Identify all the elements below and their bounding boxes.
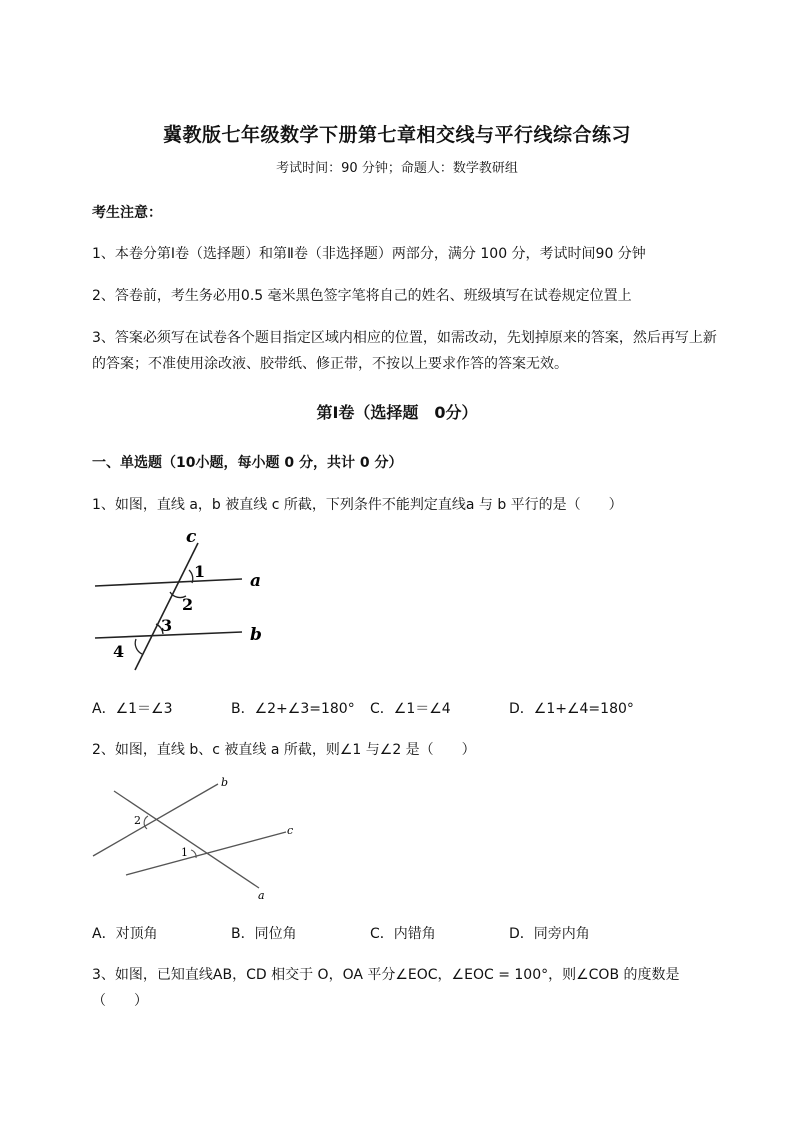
question-1-option-a: A．∠1＝∠3	[92, 701, 173, 717]
angle-4-arc	[135, 639, 142, 654]
label-a: a	[250, 571, 262, 591]
line-c	[126, 832, 286, 875]
question-1-option-b: B．∠2+∠3=180°	[231, 701, 355, 717]
page-title: 冀教版七年级数学下册第七章相交线与平行线综合练习	[162, 124, 631, 146]
notice-item-3: 3、答案必须写在试卷各个题目指定区域内相应的位置，如需改动，先划掉原来的答案，然后再写上新	[92, 330, 717, 346]
label-angle-4: 4	[113, 642, 125, 661]
notice-item-1: 1、本卷分第Ⅰ卷（选择题）和第Ⅱ卷（非选择题）两部分，满分 100 分，考试时间90 分钟	[92, 246, 646, 262]
line-a	[95, 579, 242, 586]
label-angle-1: 1	[181, 846, 188, 859]
question-1-option-d: D．∠1+∠4=180°	[509, 701, 634, 717]
notice-item-2: 2、答卷前，考生务必用0.5 毫米黑色签字笔将自己的姓名、班级填写在试卷规定位置上	[92, 288, 632, 304]
label-b: b	[221, 776, 229, 789]
section-heading: 一、单选题（10小题，每小题 0 分，共计 0 分）	[92, 455, 403, 471]
question-1-figure	[90, 528, 280, 678]
label-angle-1: 1	[194, 562, 206, 581]
question-1-option-c: C．∠1＝∠4	[370, 701, 451, 717]
label-c: c	[287, 824, 294, 837]
notice-item-3-cont: 的答案；不准使用涂改液、胶带纸、修正带，不按以上要求作答的答案无效。	[92, 356, 568, 372]
question-2-option-a: A．对顶角	[92, 926, 158, 942]
question-2-option-d: D．同旁内角	[509, 926, 590, 942]
label-angle-3: 3	[161, 616, 173, 635]
question-2-figure	[90, 772, 310, 902]
question-2-stem: 2、如图，直线 b、c 被直线 a 所截，则∠1 与∠2 是（ ）	[92, 742, 476, 758]
angle-2-arc	[144, 816, 148, 829]
exam-info: 考试时间：90 分钟；命题人：数学教研组	[276, 161, 518, 176]
label-angle-2: 2	[182, 595, 194, 614]
notice-heading: 考生注意：	[92, 205, 162, 221]
label-b: b	[250, 625, 262, 645]
question-2-option-c: C．内错角	[370, 926, 436, 942]
line-a	[114, 791, 259, 888]
question-2-option-b: B．同位角	[231, 926, 297, 942]
line-b	[93, 784, 218, 856]
question-1-stem: 1、如图，直线 a，b 被直线 c 所截，下列条件不能判定直线a 与 b 平行的是（ ）	[92, 497, 623, 513]
label-a: a	[258, 889, 265, 902]
part1-title: 第Ⅰ卷（选择题 0分）	[316, 403, 478, 422]
question-3-answer-blank: （ ）	[92, 993, 148, 1009]
label-angle-2: 2	[134, 814, 141, 827]
question-3-stem: 3、如图，已知直线AB，CD 相交于 O，OA 平分∠EOC，∠EOC = 100°，则∠COB 的度数是	[92, 967, 680, 983]
label-c: c	[186, 528, 197, 547]
